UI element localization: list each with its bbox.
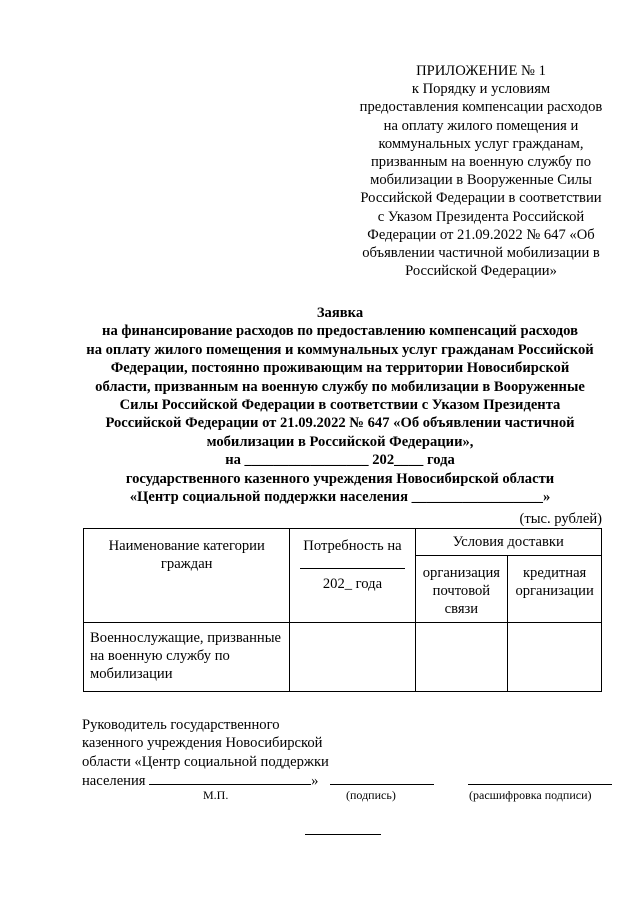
title-line: на оплату жилого помещения и коммунальных услуг гражданам Российской — [86, 341, 594, 358]
footer-divider — [305, 834, 381, 835]
quote-close: » — [311, 773, 319, 790]
decode-caption: (расшифровка подписи) — [469, 788, 592, 802]
title-line: на финансирование расходов по предоставлению компенсаций расходов — [102, 323, 578, 340]
row-post-cell[interactable] — [415, 623, 508, 692]
appendix-line: с Указом Президента Российской — [377, 208, 585, 225]
funding-table — [83, 528, 602, 692]
signature-line: Руководитель государственного — [82, 717, 280, 733]
appendix-line: Российской Федерации» — [405, 263, 557, 280]
appendix-line: Федерации от 21.09.2022 № 647 «Об — [367, 226, 595, 243]
appendix-line: коммунальных услуг гражданам, — [378, 135, 584, 152]
document-title — [40, 304, 640, 506]
header-need — [290, 529, 415, 623]
title-line: Заявка — [316, 305, 364, 321]
title-line: на _________________ 202____ года — [225, 452, 455, 469]
signature-caption: (подпись) — [346, 788, 396, 802]
row-category: Военнослужащие, призванные на военную службу по мобилизации — [84, 623, 290, 692]
center-name-field[interactable] — [149, 771, 311, 785]
title-line: Силы Российской Федерации в соответствии с Указом Президента — [119, 397, 561, 414]
appendix-line: объявлении частичной мобилизации в — [362, 245, 600, 262]
title-line: области, призванным на военную службу по мобилизации в Вооруженные — [95, 378, 585, 395]
signature-line: области «Центр социальной поддержки — [82, 753, 329, 770]
units-label: (тыс. рублей) — [519, 511, 602, 527]
title-line: мобилизации в Российской Федерации», — [206, 433, 474, 450]
signature-field[interactable] — [330, 771, 434, 785]
title-line: Федерации, постоянно проживающим на территории Новосибирской — [110, 360, 570, 377]
signature-line: населения — [82, 773, 146, 790]
row-need-cell[interactable] — [290, 623, 415, 692]
title-line: «Центр социальной поддержки населения __________________» — [129, 489, 551, 506]
row-credit-cell[interactable] — [508, 623, 602, 692]
header-need-year: 202_ года — [322, 576, 383, 592]
appendix-line: на оплату жилого помещения и — [383, 117, 579, 134]
header-delivery: Условия доставки — [415, 529, 601, 556]
appendix-header — [344, 62, 618, 280]
table-row — [84, 623, 602, 692]
title-line: Российской Федерации от 21.09.2022 № 647 «Об объявлении частичной — [105, 415, 575, 432]
need-underline — [300, 567, 404, 569]
appendix-line: к Порядку и условиям — [411, 81, 551, 98]
signature-block — [82, 716, 612, 791]
header-category — [84, 529, 290, 623]
header-credit: кредитная организации — [508, 556, 602, 623]
header-need-label: Потребность на — [303, 538, 402, 554]
appendix-line: ПРИЛОЖЕНИЕ № 1 — [416, 63, 546, 79]
appendix-line: Российской Федерации в соответствии — [360, 190, 602, 207]
title-line: государственного казенного учреждения Новосибирской области — [125, 470, 555, 487]
header-post: организация почтовой связи — [415, 556, 508, 623]
appendix-line: предоставления компенсации расходов — [359, 99, 603, 116]
signature-line: казенного учреждения Новосибирской — [82, 735, 323, 752]
header-category-label: Наименование категории граждан — [108, 538, 265, 572]
appendix-line: мобилизации в Вооруженные Силы — [370, 172, 592, 189]
signature-decode-field[interactable] — [468, 771, 612, 785]
appendix-line: призванным на военную службу по — [371, 154, 591, 171]
stamp-label: М.П. — [203, 788, 229, 802]
